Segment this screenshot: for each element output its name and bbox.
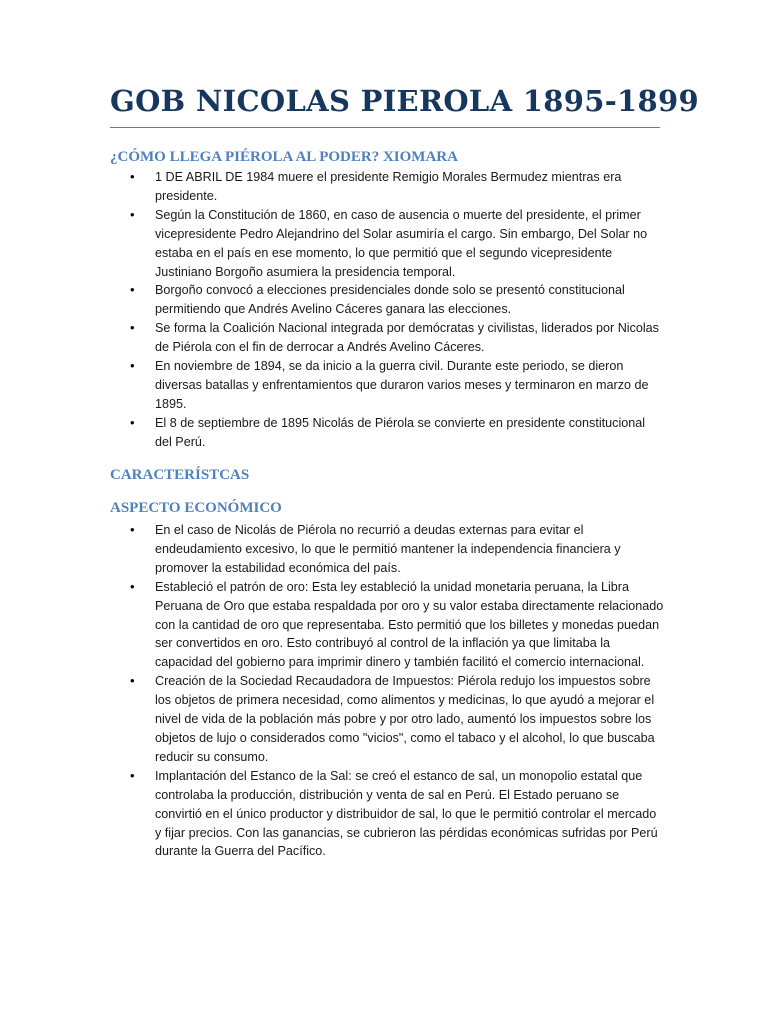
document-title: GOB NICOLAS PIEROLA 1895-1899 [110, 84, 699, 118]
list-item: • Creación de la Sociedad Recaudadora de Impuestos: Piérola redujo los impuestos sobre los objetos de primera necesidad, como alimentos y medicinas, lo que ayudó a mejorar el nivel de vida de la población más pobre y por otro lado, aumentó los impuestos sobre los objetos de lujo o considerados como "vicios", como el tabaco y el alcohol, lo que buscaba reducir su consumo. [110, 672, 665, 767]
bullet-list-aspecto-economico [110, 521, 665, 861]
list-item: • Borgoño convocó a elecciones presidenciales donde solo se presentó constitucional permitiendo que Andrés Avelino Cáceres ganara las elecciones. [110, 281, 665, 319]
section-heading-como-llega: ¿CÓMO LLEGA PIÉROLA AL PODER? XIOMARA [110, 149, 458, 165]
list-item: • 1 DE ABRIL DE 1984 muere el presidente Remigio Morales Bermudez mientras era presidente. [110, 168, 665, 206]
list-item: • Implantación del Estanco de la Sal: se creó el estanco de sal, un monopolio estatal que controlaba la producción, distribución y venta de sal en Perú. El Estado peruano se convirtió en el único productor y distribuidor de sal, lo que le permitió controlar el mercado y fijar precios. Con las ganancias, se cubrieron las pérdidas económicas sufridas por Perú durante la Guerra del Pacífico. [110, 767, 665, 862]
section-heading-aspecto-economico: ASPECTO ECONÓMICO [110, 500, 282, 516]
list-item: • El 8 de septiembre de 1895 Nicolás de Piérola se convierte en presidente constitucional del Perú. [110, 414, 665, 452]
list-item: • En el caso de Nicolás de Piérola no recurrió a deudas externas para evitar el endeudamiento excesivo, lo que le permitió mantener la independencia financiera y promover la estabilidad económica del país. [110, 521, 665, 578]
title-underline [110, 127, 660, 128]
bullet-list-como-llega [110, 168, 665, 452]
list-item: • En noviembre de 1894, se da inicio a la guerra civil. Durante este periodo, se dieron diversas batallas y enfrentamientos que duraron varios meses y terminaron en marzo de 1895. [110, 357, 665, 414]
list-item: • Se forma la Coalición Nacional integrada por demócratas y civilistas, liderados por Nicolas de Piérola con el fin de derrocar a Andrés Avelino Cáceres. [110, 319, 665, 357]
list-item: • Según la Constitución de 1860, en caso de ausencia o muerte del presidente, el primer vicepresidente Pedro Alejandrino del Solar asumiría el cargo. Sin embargo, Del Solar no estaba en el país en ese momento, lo que permitió que el segundo vicepresidente Justiniano Borgoño asumiera la presidencia temporal. [110, 206, 665, 282]
list-item: • Estableció el patrón de oro: Esta ley estableció la unidad monetaria peruana, la Libra Peruana de Oro que estaba respaldada por oro y su valor estaba directamente relacionado con la cantidad de oro que representaba. Esto permitió que los billetes y monedas puedan ser convertidos en oro. Esto contribuyó al control de la inflación ya que limitaba la capacidad del gobierno para imprimir dinero y también facilitó el comercio internacional. [110, 578, 665, 673]
section-heading-caracteristicas: CARACTERÍSTCAS [110, 467, 250, 483]
